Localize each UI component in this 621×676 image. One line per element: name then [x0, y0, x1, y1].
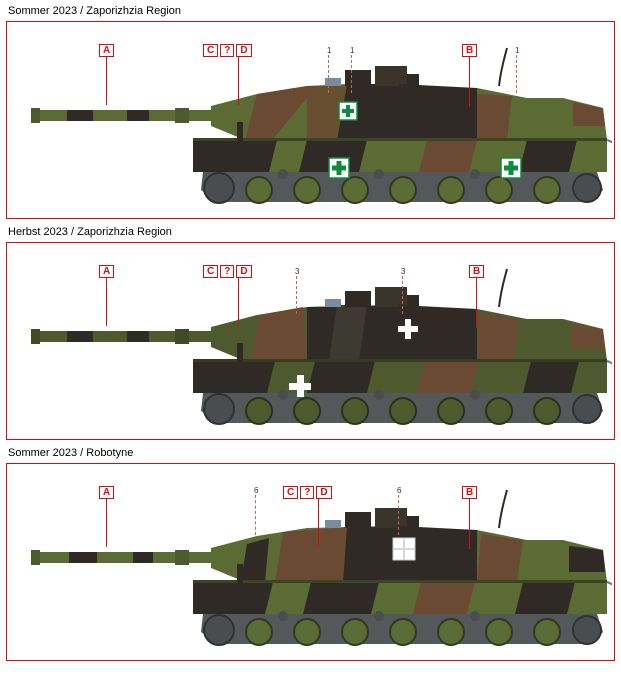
- detail-leader: [516, 55, 518, 93]
- callout-marker-b[interactable]: [462, 486, 477, 549]
- panel-1-frame: [6, 21, 615, 219]
- callout-label-unknown: ?: [220, 44, 234, 57]
- callout-marker-cd[interactable]: [203, 265, 252, 326]
- tank-illustration-1: [7, 22, 612, 217]
- callout-label-a: A: [99, 486, 114, 499]
- panel-2-frame: [6, 242, 615, 440]
- callout-label-c: C: [283, 486, 298, 499]
- callout-label-unknown: ?: [220, 265, 234, 278]
- detail-leader: [351, 55, 353, 93]
- callout-marker-b[interactable]: [469, 265, 484, 328]
- callout-leader-cd: [238, 278, 239, 326]
- tank-illustration-2: [7, 243, 612, 438]
- detail-mark-1b: [350, 46, 354, 93]
- callout-label-c: C: [203, 44, 218, 57]
- callout-leader-a: [106, 278, 107, 326]
- detail-number: 1: [515, 46, 520, 55]
- detail-mark-1c: [515, 46, 519, 93]
- detail-leader: [255, 495, 257, 535]
- detail-number: 6: [254, 486, 259, 495]
- callout-label-c: C: [203, 265, 218, 278]
- callout-marker-a[interactable]: [99, 486, 114, 547]
- panel-3-frame: [6, 463, 615, 661]
- detail-number: 6: [397, 486, 402, 495]
- detail-mark-6a: [254, 486, 258, 535]
- detail-leader: [328, 55, 330, 93]
- detail-leader: [402, 276, 404, 314]
- callout-leader-cd: [318, 499, 319, 547]
- detail-number: 1: [327, 46, 332, 55]
- detail-number: 3: [401, 267, 406, 276]
- detail-mark-3a: [295, 267, 299, 314]
- callout-label-b: B: [462, 486, 477, 499]
- callout-label-d: D: [316, 486, 331, 499]
- callout-row-cd: [203, 44, 252, 57]
- callout-label-unknown: ?: [300, 486, 314, 499]
- panel-1: [6, 4, 615, 219]
- callout-leader-b: [476, 278, 477, 328]
- detail-leader: [398, 495, 400, 535]
- callout-leader-b: [469, 499, 470, 549]
- callout-marker-cd[interactable]: [283, 486, 332, 547]
- detail-number: 3: [295, 267, 300, 276]
- callout-marker-a[interactable]: [99, 265, 114, 326]
- panel-1-caption: Sommer 2023 / Zaporizhzia Region: [8, 5, 182, 17]
- callout-marker-a[interactable]: [99, 44, 114, 105]
- detail-mark-6b: [397, 486, 401, 535]
- callout-row-cd: [283, 486, 332, 499]
- panel-2: [6, 225, 615, 440]
- panel-3: [6, 446, 615, 661]
- callout-marker-cd[interactable]: [203, 44, 252, 105]
- callout-label-a: A: [99, 44, 114, 57]
- detail-mark-1a: [327, 46, 331, 93]
- panel-3-caption: Sommer 2023 / Robotyne: [8, 447, 134, 459]
- callout-leader-cd: [238, 57, 239, 105]
- callout-label-b: B: [462, 44, 477, 57]
- detail-number: 1: [350, 46, 355, 55]
- callout-row-cd: [203, 265, 252, 278]
- detail-mark-3b: [401, 267, 405, 314]
- callout-leader-a: [106, 499, 107, 547]
- callout-marker-b[interactable]: [462, 44, 477, 107]
- callout-label-d: D: [236, 44, 251, 57]
- panel-2-caption: Herbst 2023 / Zaporizhzia Region: [8, 226, 172, 238]
- callout-label-d: D: [236, 265, 251, 278]
- detail-leader: [296, 276, 298, 314]
- callout-label-a: A: [99, 265, 114, 278]
- callout-label-b: B: [469, 265, 484, 278]
- callout-leader-b: [469, 57, 470, 107]
- callout-leader-a: [106, 57, 107, 105]
